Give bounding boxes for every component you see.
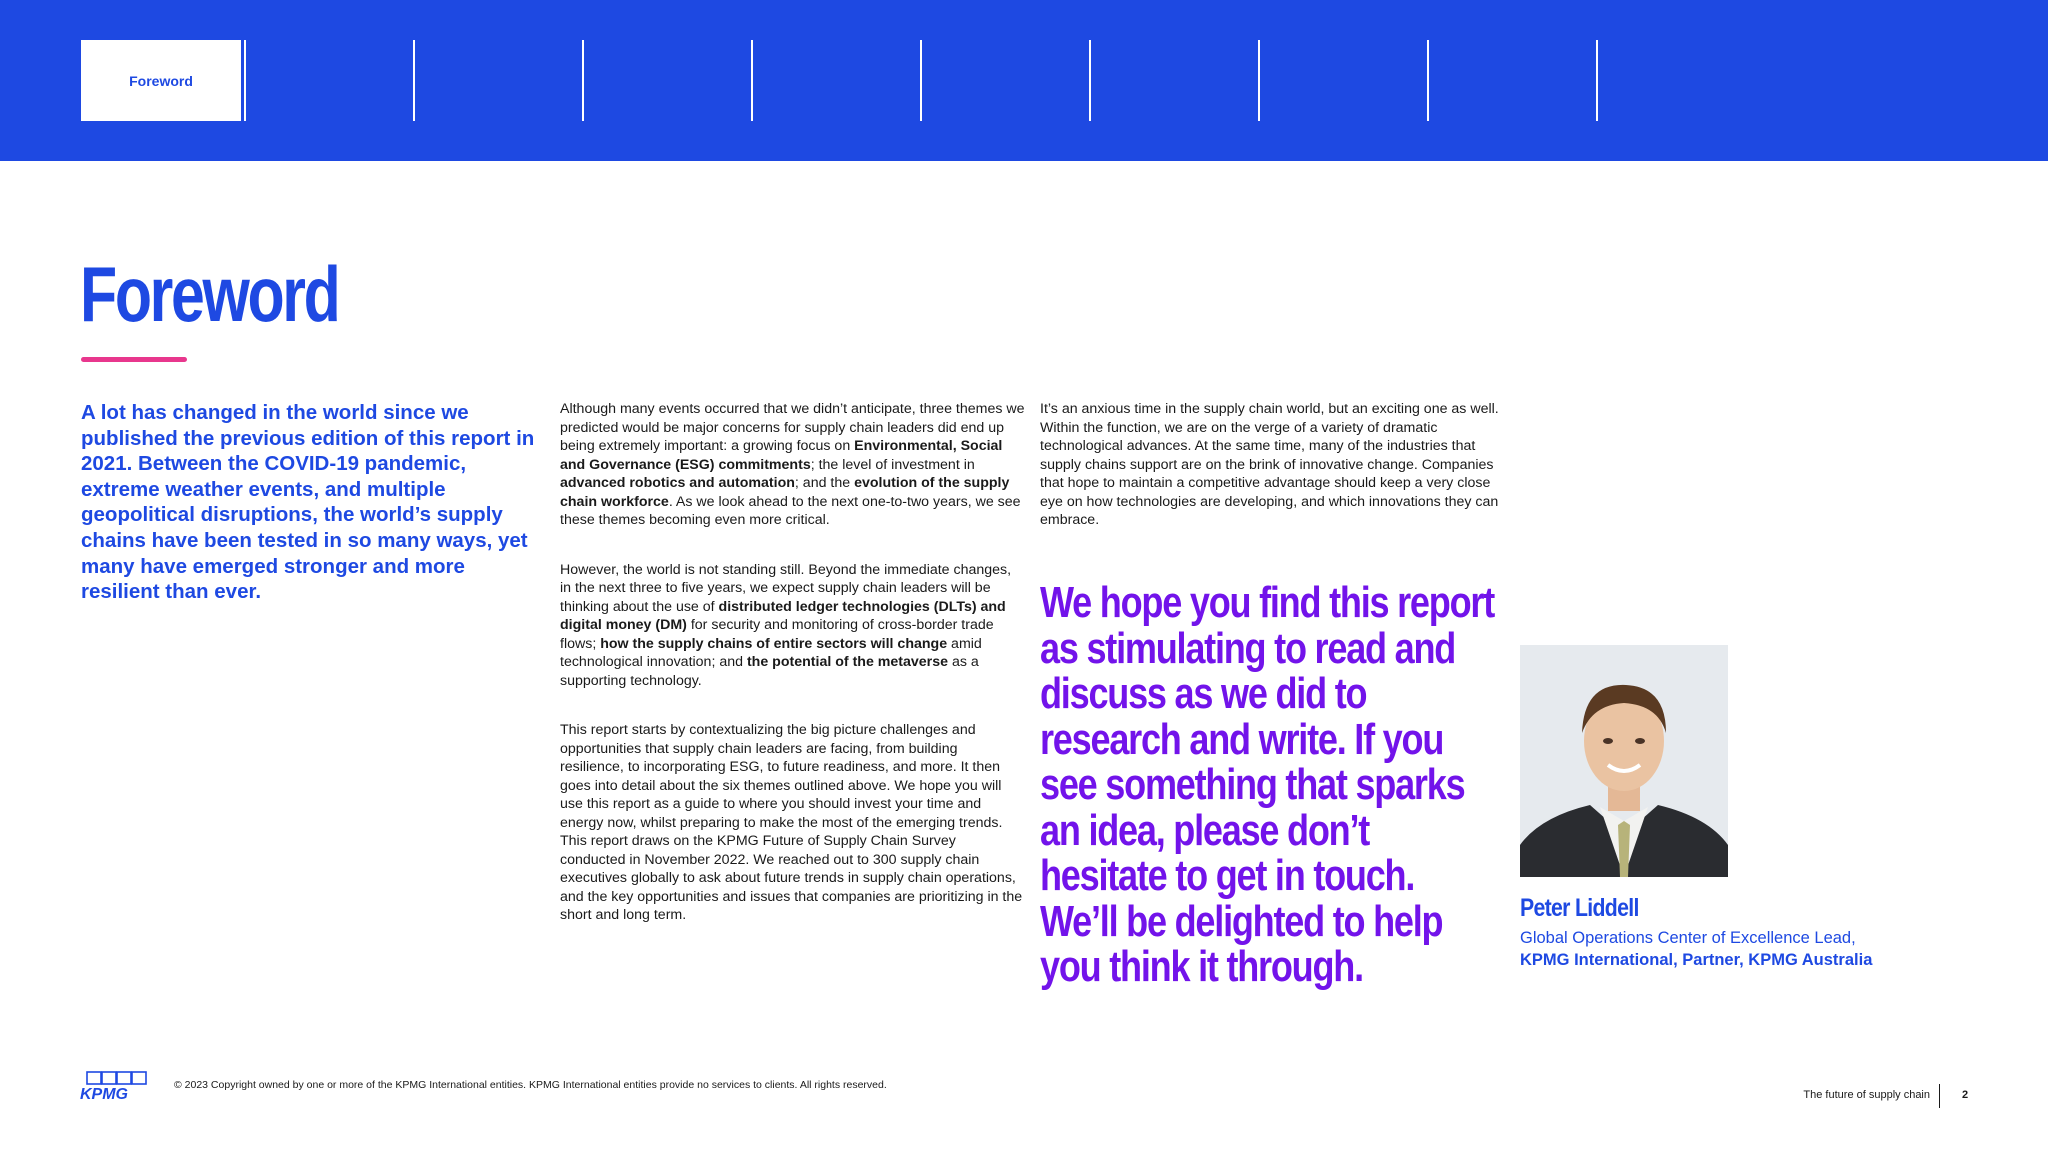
tab-section-6[interactable] xyxy=(920,40,1089,121)
tab-section-3[interactable] xyxy=(413,40,582,121)
body-paragraph-3: This report starts by contextualizing the big picture challenges and opportunities that supply chain leaders are facing, from building resilience, to incorporating ESG, to future readiness, and more. It then goes into detail about the six themes outlined above. We hope you will use this report as a guide to where you should invest your time and energy now, whilst preparing to make the most of the emerging trends. This report draws on the KPMG Future of Supply Chain Survey conducted in November 2022. We reached out to 300 supply chain executives globally to ask about future trends in supply chain operations, and the key opportunities and issues that companies are prioritizing in the short and long term. xyxy=(560,722,1023,923)
tab-foreword[interactable]: Foreword xyxy=(81,40,241,121)
author-name: Peter Liddell xyxy=(1520,894,1639,922)
tab-section-7[interactable] xyxy=(1089,40,1258,121)
report-name: The future of supply chain xyxy=(1803,1089,1930,1101)
body-paragraph-2: However, the world is not standing still. Beyond the immediate changes, in the next three to five years, we expect supply chain leaders will be thinking about the use of distributed ledger technologies (DLTs) and digital money (DM) for security and monitoring of cross-border trade flows; how the supply chains of entire sectors will change amid technological innovation; and the potential of the metaverse as a supporting technology. xyxy=(560,561,1012,689)
tab-section-10[interactable] xyxy=(1596,40,1765,121)
body-paragraph-4: It’s an anxious time in the supply chain world, but an exciting one as well. Within the function, we are on the verge of a variety of dramatic technological advances. At the same time, many of the industries that supply chains support are on the brink of innovative change. Companies that hope to maintain a competitive advantage should keep a very close eye on how technologies are developing, and which innovations they can embrace. xyxy=(1040,401,1499,528)
author-role-line-2: KPMG International, Partner, KPMG Australia xyxy=(1520,951,1873,969)
page-number: 2 xyxy=(1962,1089,1969,1101)
title-underline xyxy=(81,357,187,362)
portrait-image xyxy=(1520,645,1728,877)
copyright-notice: © 2023 Copyright owned by one or more of the KPMG International entities. KPMG International entities provide no services to clients. All rights reserved. xyxy=(174,1079,887,1091)
tab-section-2[interactable] xyxy=(244,40,413,121)
top-navigation-bar xyxy=(0,0,2048,161)
body-paragraph-1: Although many events occurred that we didn’t anticipate, three themes we predicted would be major concerns for supply chain leaders did end up being extremely important: a growing focus on Environmental, Social and Governance (ESG) commitments; the level of investment in advanced robotics and automation; and the evolution of the supply chain workforce. As we look ahead to the next one-to-two years, we see these themes becoming even more critical. xyxy=(560,401,1025,528)
kpmg-logo xyxy=(80,1071,152,1101)
page-title: Foreword xyxy=(80,250,339,338)
tab-section-9[interactable] xyxy=(1427,40,1596,121)
footer-divider xyxy=(1939,1084,1940,1108)
pull-quote: We hope you find this report as stimulating to read and discuss as we did to research and write. If you see something that sparks an idea, please don’t hesitate to get in touch. We’ll be delighted to help you think it through. xyxy=(1040,578,1494,991)
tab-section-8[interactable] xyxy=(1258,40,1427,121)
tab-section-5[interactable] xyxy=(751,40,920,121)
author-role-line-1: Global Operations Center of Excellence Lead, xyxy=(1520,929,1856,947)
svg-text:KPMG: KPMG xyxy=(80,1086,128,1101)
body-column-1 xyxy=(560,400,1025,956)
section-tabs xyxy=(81,40,1781,121)
author-photo xyxy=(1520,645,1728,877)
lead-paragraph: A lot has changed in the world since we published the previous edition of this report in 2021. Between the COVID-19 pandemic, extreme weather events, and multiple geopolitical disruptions, the world’s supply chains have been tested in so many ways, yet many have emerged stronger and more resilient than ever. xyxy=(81,401,535,604)
body-column-2 xyxy=(1040,400,1505,561)
tab-section-4[interactable] xyxy=(582,40,751,121)
